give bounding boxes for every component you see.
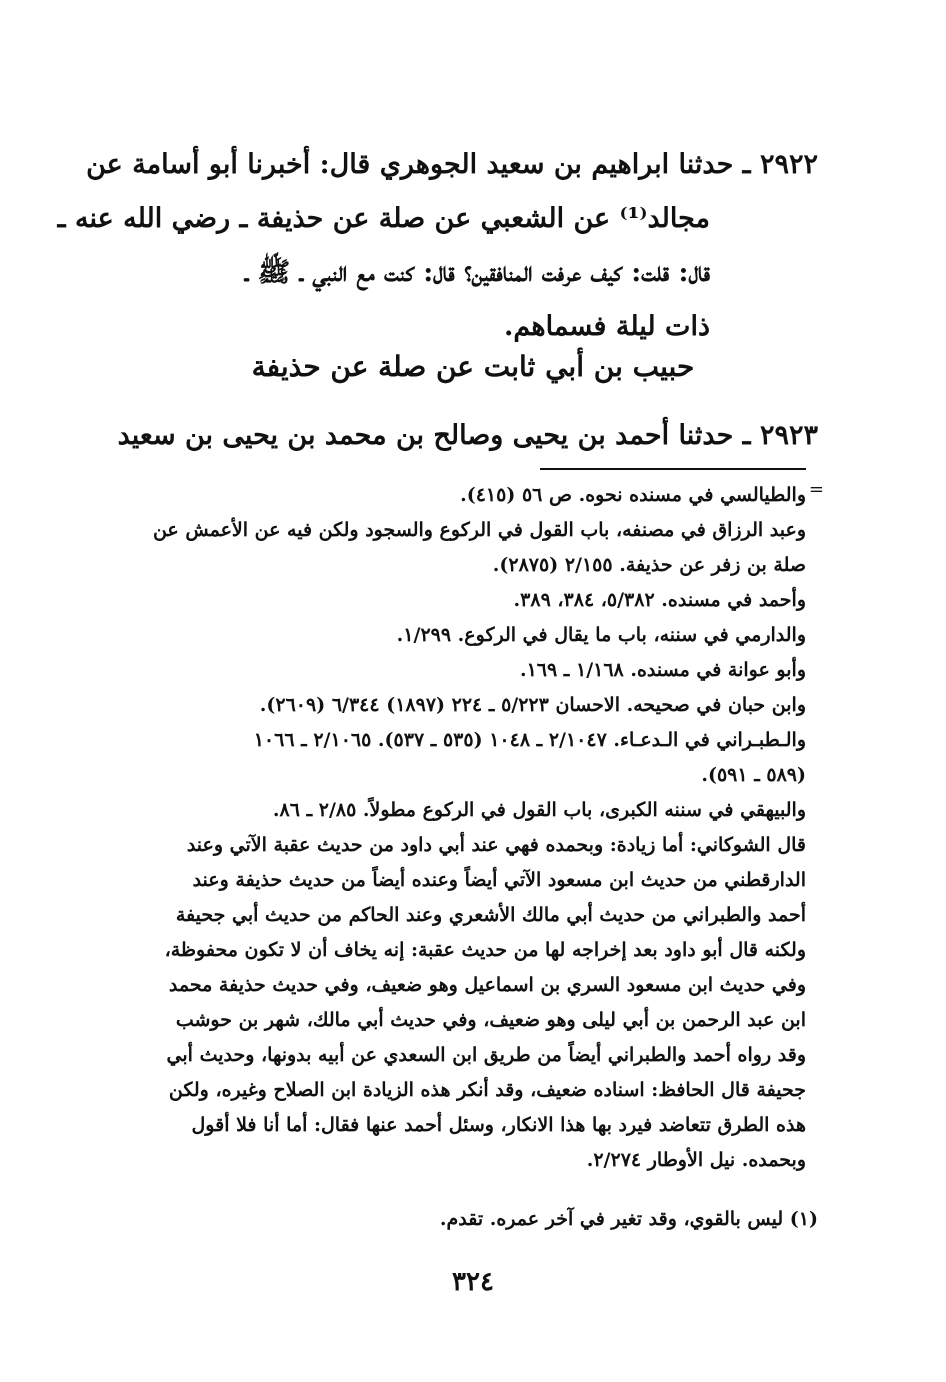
hadith-2922-line-3: قال: قلت: كيف عرفت المنافقين؟ قال: كنت مع النبي ـ ﷺ ـ (244, 257, 710, 288)
footnote-line: الدارقطني من حديث ابن مسعود الآتي أيضاً وعنده أيضاً من حديث حذيفة وعند (192, 869, 806, 891)
footnotes-block (116, 478, 806, 1178)
footnote-line: وبحمده. نيل الأوطار ٢/٢٧٤. (586, 1149, 806, 1171)
footnote-line: وابن حبان في صحيحه. الاحسان ٥/٢٢٣ ـ ٢٢٤ (١٨٩٧) ٦/٣٤٤ (٢٦٠٩). (259, 694, 806, 716)
hadith-2922-line-2: مجالد⁽¹⁾ عن الشعبي عن صلة عن حذيفة ـ رضي الله عنه ـ (57, 203, 710, 234)
footnote-line: وقد رواه أحمد والطبراني أيضاً من طريق ابن السعدي عن أبيه بدونها، وحديث أبي (166, 1044, 806, 1066)
footnote-line: والطيالسي في مسنده نحوه. ص ٥٦ (٤١٥). (460, 484, 806, 506)
footnote-line: أحمد والطبراني من حديث أبي مالك الأشعري وعند الحاكم من حديث أبي جحيفة (175, 904, 806, 926)
footnote-continuation-mark: = (808, 479, 824, 500)
footnote-line: قال الشوكاني: أما زيادة: وبحمده فهي عند أبي داود من حديث عقبة الآتي وعند (186, 834, 806, 856)
footnote-line: والبيهقي في سننه الكبرى، باب القول في الركوع مطولاً. ٢/٨٥ ـ ٨٦. (272, 799, 806, 821)
hadith-2923: ٢٩٢٣ ـ حدثنا أحمد بن يحيى وصالح بن محمد بن يحيى بن سعيد (117, 420, 818, 451)
footnote-line: جحيفة قال الحافظ: اسناده ضعيف، وقد أنكر هذه الزيادة ابن الصلاح وغيره، ولكن (168, 1079, 806, 1101)
footnote-line: والـطبـراني في الـدعـاء. ٢/١٠٤٧ ـ ١٠٤٨ (٥٣٥ ـ ٥٣٧). ٢/١٠٦٥ ـ ١٠٦٦ (253, 729, 806, 751)
footnote-line: ولكنه قال أبو داود بعد إخراجه لها من حديث عقبة: إنه يخاف أن لا تكون محفوظة، (164, 939, 806, 961)
footnote-line: وأبو عوانة في مسنده. ١/١٦٨ ـ ١٦٩. (519, 659, 806, 681)
footnote-line: ابن عبد الرحمن بن أبي ليلى وهو ضعيف، وفي حديث أبي مالك، شهر بن حوشب (175, 1009, 806, 1031)
footnote-line: (٥٨٩ ـ ٥٩١). (701, 764, 806, 786)
footnote-line: هذه الطرق تتعاضد فيرد بها هذا الانكار، وسئل أحمد عنها فقال: أما أنا فلا أقول (191, 1114, 806, 1136)
hadith-2922-line-1: ٢٩٢٢ ـ حدثنا ابراهيم بن سعيد الجوهري قال: أخبرنا أبو أسامة عن (86, 149, 818, 180)
footnote-separator (540, 468, 806, 470)
footnote-line: والدارمي في سننه، باب ما يقال في الركوع. ١/٢٩٩. (396, 624, 806, 646)
footnote-line: وأحمد في مسنده. ٥/٣٨٢، ٣٨٤، ٣٨٩. (513, 589, 806, 611)
hadith-2922-line-4: ذات ليلة فسماهم. (504, 311, 710, 342)
page-number: ٣٢٤ (452, 1267, 494, 1297)
footnote-1: (١) ليس بالقوي، وقد تغير في آخر عمره. تقدم. (439, 1208, 818, 1230)
footnote-line: وعبد الرزاق في مصنفه، باب القول في الركوع والسجود ولكن فيه عن الأعمش عن (152, 519, 806, 541)
hadith-2922 (57, 138, 818, 354)
footnote-line: وفي حديث ابن مسعود السري بن اسماعيل وهو ضعيف، وفي حديث حذيفة محمد (168, 974, 806, 996)
section-heading: حبيب بن أبي ثابت عن صلة عن حذيفة (251, 350, 695, 383)
footnote-line: صلة بن زفر عن حذيفة. ٢/١٥٥ (٢٨٧٥). (492, 554, 806, 576)
